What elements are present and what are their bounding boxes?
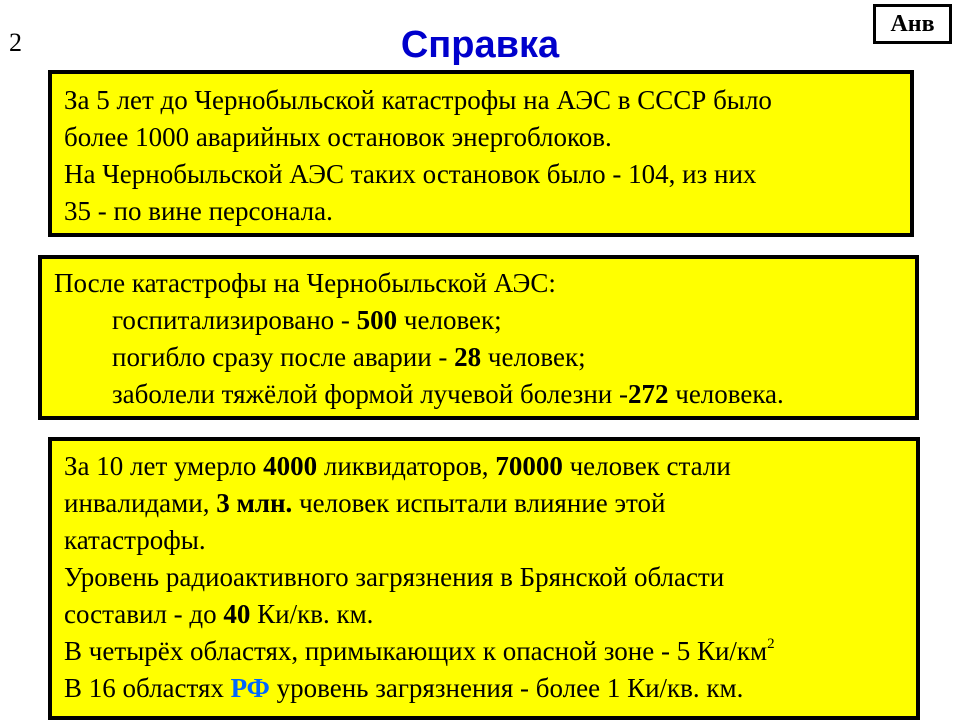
panel1-line: более 1000 аварийных остановок энергоблоков.: [64, 122, 612, 152]
pre-accident-panel: [48, 70, 914, 237]
tag-label: Анв: [873, 4, 952, 44]
panel1-line: На Чернобыльской АЭС таких остановок было - 104, из них: [64, 159, 757, 189]
rf-label: РФ: [230, 673, 270, 703]
affected-line: инвалидами, 3 млн. человек испытали влияние этой: [64, 488, 666, 518]
bryansk-line: Уровень радиоактивного загрязнения в Брянской области: [64, 562, 725, 592]
liquidators-line: За 10 лет умерло 4000 ликвидаторов, 70000 человек стали: [64, 451, 731, 481]
panel1-line: 35 - по вине персонала.: [64, 196, 333, 226]
sixteen-regions-line: В 16 областях РФ уровень загрязнения - более 1 Ки/кв. км.: [64, 673, 744, 703]
catastrophe-line: катастрофы.: [64, 525, 206, 555]
long-term-panel: [48, 437, 920, 720]
four-regions-line: В четырёх областях, примыкающих к опасной зоне - 5 $Ки/км^2$: [64, 636, 775, 666]
died-item: погибло сразу после аварии - 28 человек;: [112, 342, 586, 372]
casualties-heading: После катастрофы на Чернобыльской АЭС:: [54, 268, 556, 298]
panel1-line: За 5 лет до Чернобыльской катастрофы на АЭС в СССР было: [64, 85, 772, 115]
radiation-sickness-item: заболели тяжёлой формой лучевой болезни -272 человека.: [112, 379, 784, 409]
hospitalized-item: госпитализировано - 500 человек;: [112, 305, 502, 335]
slide-number: 2: [9, 28, 22, 57]
page-title: Справка: [400, 24, 560, 66]
casualties-panel: [38, 255, 919, 420]
bryansk-level-line: составил - до 40 Ки/кв. км.: [64, 599, 374, 629]
